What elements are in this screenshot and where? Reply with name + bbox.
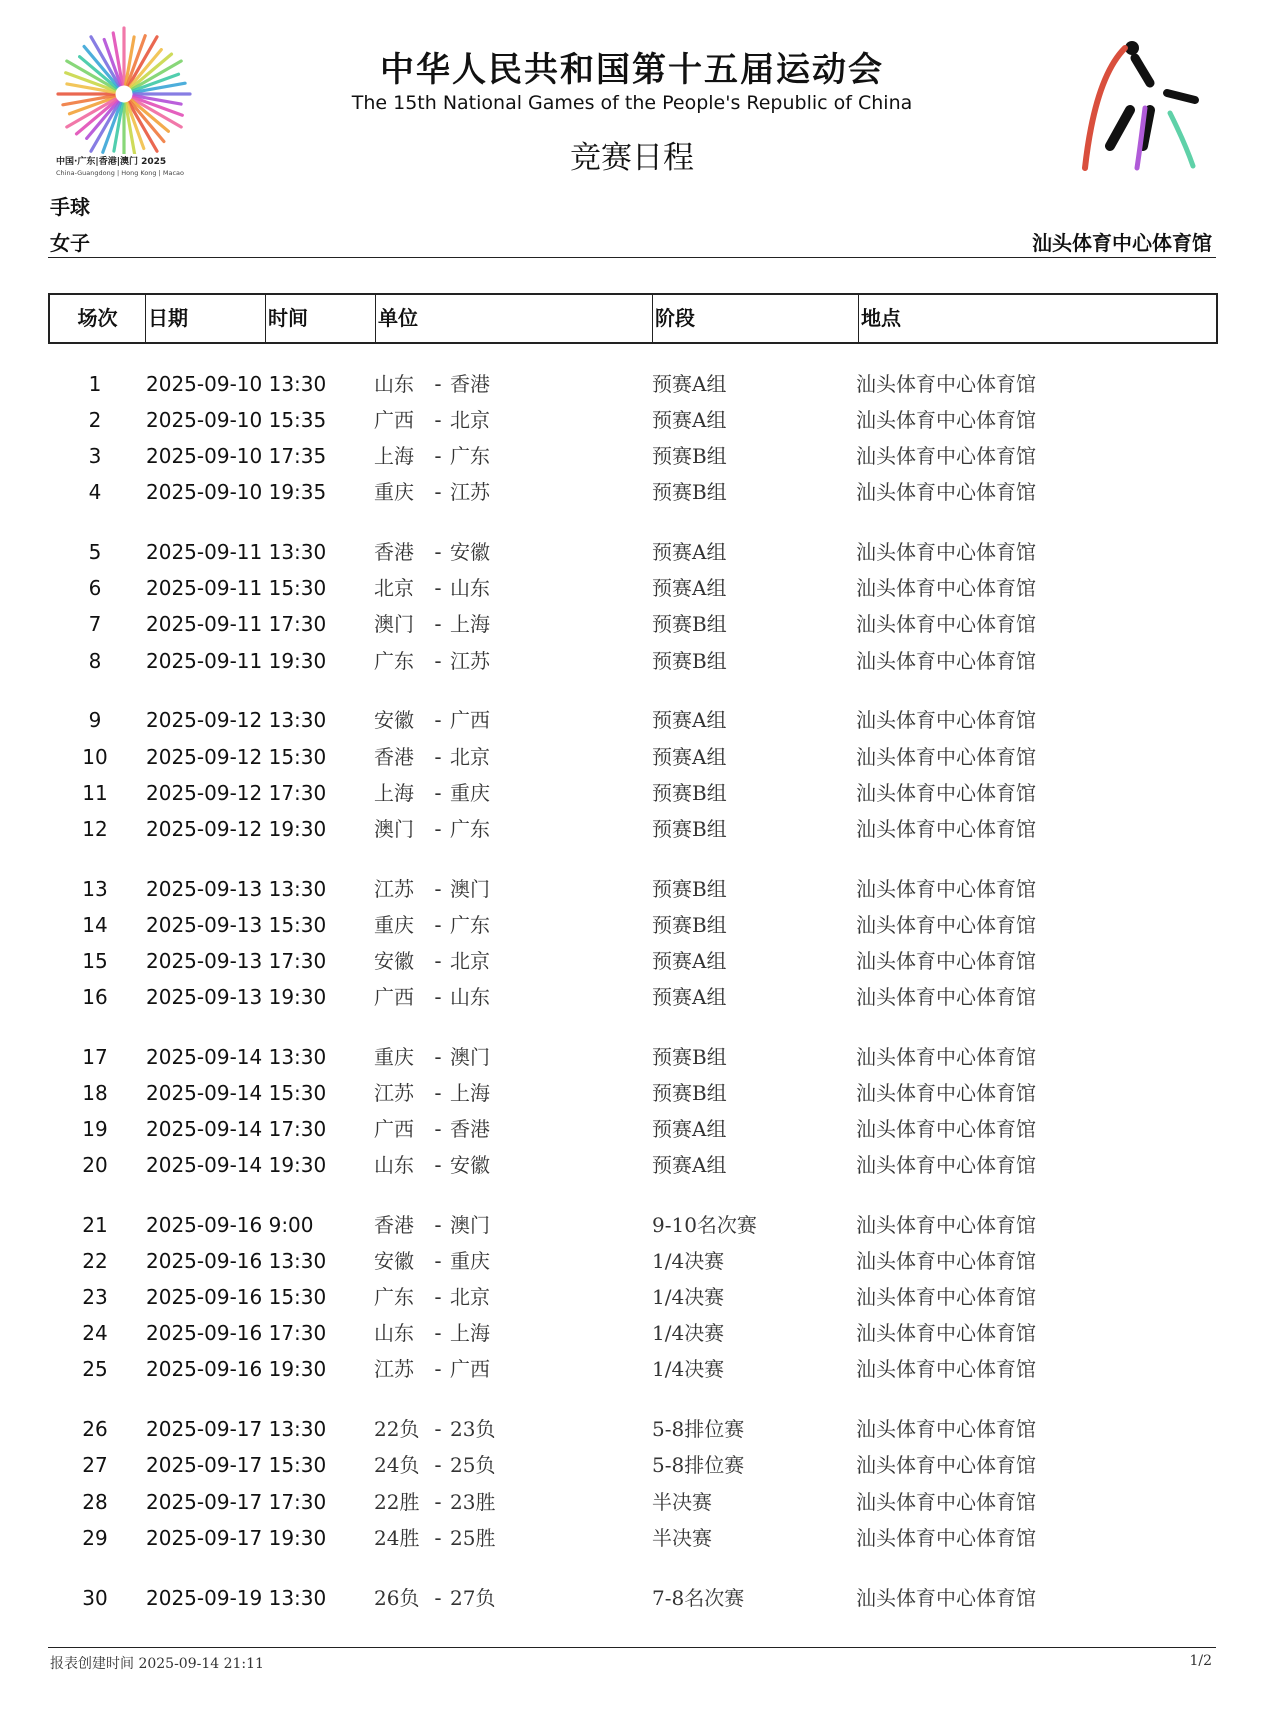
team-separator: -: [434, 1153, 442, 1178]
match-stage: 预赛B组: [652, 816, 727, 841]
team-separator: -: [434, 540, 442, 565]
match-venue: 汕头体育中心体育馆: [856, 1080, 1036, 1105]
home-team: 22负: [374, 1417, 420, 1442]
match-datetime: 2025-09-14 13:30: [146, 1044, 327, 1069]
match-number: 5: [88, 540, 102, 565]
away-team: 23负: [450, 1417, 496, 1442]
team-separator: -: [434, 480, 442, 505]
away-team: 北京: [450, 1285, 490, 1310]
match-number: 11: [82, 780, 108, 805]
match-stage: 9-10名次赛: [652, 1213, 757, 1237]
away-team: 27负: [450, 1585, 496, 1610]
home-team: 26负: [374, 1585, 420, 1610]
away-team: 香港: [450, 1117, 490, 1141]
away-team: 广西: [450, 708, 490, 733]
match-stage: 预赛A组: [652, 744, 727, 769]
match-number: 10: [82, 744, 108, 769]
match-number: 29: [82, 1525, 108, 1550]
away-team: 江苏: [450, 648, 490, 673]
team-separator: -: [434, 444, 442, 469]
match-stage: 预赛B组: [652, 876, 727, 901]
table-row: [0, 404, 1264, 436]
home-team: 山东: [374, 1321, 414, 1346]
away-team: 山东: [450, 984, 490, 1009]
away-team: 23胜: [450, 1489, 496, 1514]
match-venue: 汕头体育中心体育馆: [856, 480, 1036, 505]
table-row: [0, 1077, 1264, 1109]
home-team: 广东: [374, 1285, 414, 1310]
table-row: [0, 1449, 1264, 1481]
match-datetime: 2025-09-13 13:30: [146, 876, 327, 901]
match-venue: 汕头体育中心体育馆: [856, 372, 1036, 396]
games-title-en: The 15th National Games of the People's Republic of China: [351, 92, 913, 114]
col-header-teams: 单位: [375, 295, 652, 342]
match-datetime: 2025-09-17 13:30: [146, 1417, 327, 1442]
team-separator: -: [434, 1117, 442, 1141]
table-header: [48, 293, 1218, 344]
team-separator: -: [434, 708, 442, 733]
match-venue: 汕头体育中心体育馆: [856, 816, 1036, 841]
match-datetime: 2025-09-12 13:30: [146, 708, 327, 733]
match-venue: 汕头体育中心体育馆: [856, 576, 1036, 601]
home-team: 山东: [374, 372, 414, 396]
match-venue: 汕头体育中心体育馆: [856, 1153, 1036, 1178]
match-stage: 预赛A组: [652, 540, 727, 565]
table-row: [0, 536, 1264, 568]
match-datetime: 2025-09-17 17:30: [146, 1489, 327, 1514]
home-team: 广西: [374, 984, 414, 1009]
match-venue: 汕头体育中心体育馆: [856, 912, 1036, 937]
match-venue: 汕头体育中心体育馆: [856, 1453, 1036, 1478]
match-venue: 汕头体育中心体育馆: [856, 1285, 1036, 1310]
match-datetime: 2025-09-16 19:30: [146, 1357, 327, 1382]
away-team: 安徽: [450, 1153, 490, 1178]
match-stage: 预赛B组: [652, 1044, 727, 1069]
match-stage: 1/4决赛: [652, 1285, 725, 1310]
match-stage: 预赛A组: [652, 948, 727, 973]
match-stage: 预赛B组: [652, 912, 727, 937]
match-datetime: 2025-09-16 17:30: [146, 1321, 327, 1346]
home-team: 江苏: [374, 876, 414, 901]
match-number: 2: [88, 408, 102, 433]
away-team: 北京: [450, 744, 490, 769]
away-team: 上海: [450, 1080, 490, 1105]
table-row: [0, 368, 1264, 400]
team-separator: -: [434, 1357, 442, 1382]
match-stage: 1/4决赛: [652, 1321, 725, 1346]
away-team: 山东: [450, 576, 490, 601]
match-stage: 预赛B组: [652, 1080, 727, 1105]
table-row: [0, 1486, 1264, 1518]
match-number: 18: [82, 1080, 108, 1105]
away-team: 广东: [450, 444, 490, 469]
away-team: 广西: [450, 1357, 490, 1382]
match-stage: 预赛B组: [652, 648, 727, 673]
match-datetime: 2025-09-19 13:30: [146, 1585, 327, 1610]
away-team: 澳门: [450, 876, 490, 901]
table-row: [0, 1317, 1264, 1349]
match-number: 30: [82, 1585, 108, 1610]
table-row: [0, 981, 1264, 1013]
match-datetime: 2025-09-16 9:00: [146, 1213, 314, 1237]
match-datetime: 2025-09-14 17:30: [146, 1117, 327, 1141]
team-separator: -: [434, 1285, 442, 1310]
table-row: [0, 1353, 1264, 1385]
away-team: 上海: [450, 612, 490, 637]
match-stage: 半决赛: [652, 1489, 712, 1514]
col-header-stage: 阶段: [652, 295, 858, 342]
match-number: 15: [82, 948, 108, 973]
away-team: 北京: [450, 948, 490, 973]
col-header-date: 日期: [145, 295, 265, 342]
match-stage: 预赛A组: [652, 408, 727, 433]
home-team: 重庆: [374, 912, 414, 937]
away-team: 澳门: [450, 1044, 490, 1069]
document-title: 竞赛日程: [570, 140, 694, 176]
team-separator: -: [434, 1249, 442, 1274]
table-row: [0, 476, 1264, 508]
team-separator: -: [434, 1489, 442, 1514]
table-row: [0, 741, 1264, 773]
table-row: [0, 440, 1264, 472]
match-venue: 汕头体育中心体育馆: [856, 948, 1036, 973]
match-number: 17: [82, 1044, 108, 1069]
team-separator: -: [434, 1321, 442, 1346]
away-team: 北京: [450, 408, 490, 433]
team-separator: -: [434, 1525, 442, 1550]
table-row: [0, 1041, 1264, 1073]
team-separator: -: [434, 948, 442, 973]
match-venue: 汕头体育中心体育馆: [856, 1417, 1036, 1442]
match-number: 25: [82, 1357, 108, 1382]
match-number: 13: [82, 876, 108, 901]
table-row: [0, 1582, 1264, 1614]
table-row: [0, 572, 1264, 604]
table-row: [0, 1522, 1264, 1554]
match-stage: 预赛A组: [652, 1153, 727, 1178]
match-number: 19: [82, 1117, 108, 1141]
away-team: 澳门: [450, 1213, 490, 1237]
team-separator: -: [434, 780, 442, 805]
away-team: 安徽: [450, 540, 490, 565]
match-venue: 汕头体育中心体育馆: [856, 780, 1036, 805]
home-team: 24胜: [374, 1525, 420, 1550]
team-separator: -: [434, 816, 442, 841]
sport-name: 手球: [50, 195, 90, 219]
match-number: 4: [88, 480, 102, 505]
match-number: 1: [88, 372, 102, 396]
table-row: [0, 1149, 1264, 1181]
home-team: 广西: [374, 1117, 414, 1141]
home-team: 重庆: [374, 1044, 414, 1069]
match-datetime: 2025-09-14 15:30: [146, 1080, 327, 1105]
home-team: 香港: [374, 744, 414, 769]
match-venue: 汕头体育中心体育馆: [856, 744, 1036, 769]
match-number: 14: [82, 912, 108, 937]
match-stage: 预赛A组: [652, 576, 727, 601]
match-datetime: 2025-09-12 17:30: [146, 780, 327, 805]
match-datetime: 2025-09-13 17:30: [146, 948, 327, 973]
home-team: 江苏: [374, 1080, 414, 1105]
match-stage: 预赛A组: [652, 372, 727, 396]
team-separator: -: [434, 744, 442, 769]
match-stage: 半决赛: [652, 1525, 712, 1550]
match-number: 16: [82, 984, 108, 1009]
home-team: 香港: [374, 1213, 414, 1237]
home-team: 上海: [374, 444, 414, 469]
col-header-no: 场次: [77, 306, 118, 330]
match-venue: 汕头体育中心体育馆: [856, 1117, 1036, 1141]
match-venue: 汕头体育中心体育馆: [856, 1525, 1036, 1550]
match-venue: 汕头体育中心体育馆: [856, 444, 1036, 469]
home-team: 安徽: [374, 948, 414, 973]
home-team: 22胜: [374, 1489, 420, 1514]
handball-pictogram-icon: [1075, 38, 1205, 173]
match-datetime: 2025-09-11 13:30: [146, 540, 327, 565]
home-team: 上海: [374, 780, 414, 805]
match-venue: 汕头体育中心体育馆: [856, 1357, 1036, 1382]
match-stage: 1/4决赛: [652, 1249, 725, 1274]
match-number: 12: [82, 816, 108, 841]
venue-name: 汕头体育中心体育馆: [1032, 231, 1212, 255]
team-separator: -: [434, 1044, 442, 1069]
match-number: 3: [88, 444, 102, 469]
match-venue: 汕头体育中心体育馆: [856, 408, 1036, 433]
match-datetime: 2025-09-12 15:30: [146, 744, 327, 769]
match-stage: 预赛B组: [652, 444, 727, 469]
match-datetime: 2025-09-10 17:35: [146, 444, 327, 469]
away-team: 25胜: [450, 1525, 496, 1550]
home-team: 安徽: [374, 708, 414, 733]
match-venue: 汕头体育中心体育馆: [856, 708, 1036, 733]
match-stage: 预赛A组: [652, 1117, 727, 1141]
home-team: 山东: [374, 1153, 414, 1178]
home-team: 香港: [374, 540, 414, 565]
table-row: [0, 945, 1264, 977]
table-row: [0, 777, 1264, 809]
match-datetime: 2025-09-12 19:30: [146, 816, 327, 841]
match-stage: 预赛B组: [652, 780, 727, 805]
team-separator: -: [434, 984, 442, 1009]
table-row: [0, 704, 1264, 736]
match-datetime: 2025-09-13 15:30: [146, 912, 327, 937]
match-stage: 预赛B组: [652, 612, 727, 637]
team-separator: -: [434, 1453, 442, 1478]
emblem-caption-cn: 中国·广东|香港|澳门 2025: [56, 157, 167, 167]
match-number: 21: [82, 1213, 108, 1237]
home-team: 澳门: [374, 816, 414, 841]
match-venue: 汕头体育中心体育馆: [856, 1321, 1036, 1346]
match-datetime: 2025-09-17 19:30: [146, 1525, 327, 1550]
match-venue: 汕头体育中心体育馆: [856, 1489, 1036, 1514]
match-number: 9: [88, 708, 102, 733]
away-team: 重庆: [450, 780, 490, 805]
table-row: [0, 1209, 1264, 1241]
table-row: [0, 1281, 1264, 1313]
team-separator: -: [434, 576, 442, 601]
match-datetime: 2025-09-17 15:30: [146, 1453, 327, 1478]
team-separator: -: [434, 1417, 442, 1442]
match-venue: 汕头体育中心体育馆: [856, 612, 1036, 637]
home-team: 北京: [374, 576, 414, 601]
match-stage: 5-8排位赛: [652, 1453, 745, 1478]
away-team: 江苏: [450, 480, 490, 505]
home-team: 重庆: [374, 480, 414, 505]
match-venue: 汕头体育中心体育馆: [856, 540, 1036, 565]
table-row: [0, 1245, 1264, 1277]
col-header-time: 时间: [265, 295, 375, 342]
away-team: 香港: [450, 372, 490, 396]
table-row: [0, 1413, 1264, 1445]
match-number: 24: [82, 1321, 108, 1346]
table-row: [0, 909, 1264, 941]
match-datetime: 2025-09-16 13:30: [146, 1249, 327, 1274]
match-number: 8: [88, 648, 102, 673]
emblem-caption-en: China-Guangdong | Hong Kong | Macao: [56, 169, 184, 177]
table-row: [0, 608, 1264, 640]
home-team: 24负: [374, 1453, 420, 1478]
match-venue: 汕头体育中心体育馆: [856, 984, 1036, 1009]
team-separator: -: [434, 1585, 442, 1610]
team-separator: -: [434, 408, 442, 433]
team-separator: -: [434, 912, 442, 937]
page-number: 1/2: [1189, 1653, 1212, 1669]
team-separator: -: [434, 372, 442, 396]
match-datetime: 2025-09-10 15:35: [146, 408, 327, 433]
home-team: 澳门: [374, 612, 414, 637]
report-created-time: 报表创建时间 2025-09-14 21:11: [50, 1656, 264, 1672]
match-number: 20: [82, 1153, 108, 1178]
table-row: [0, 645, 1264, 677]
match-venue: 汕头体育中心体育馆: [856, 1044, 1036, 1069]
home-team: 江苏: [374, 1357, 414, 1382]
match-stage: 预赛A组: [652, 984, 727, 1009]
home-team: 广东: [374, 648, 414, 673]
away-team: 上海: [450, 1321, 490, 1346]
away-team: 重庆: [450, 1249, 490, 1274]
table-row: [0, 813, 1264, 845]
match-datetime: 2025-09-11 15:30: [146, 576, 327, 601]
match-number: 6: [88, 576, 102, 601]
match-stage: 1/4决赛: [652, 1357, 725, 1382]
match-number: 22: [82, 1249, 108, 1274]
match-venue: 汕头体育中心体育馆: [856, 1585, 1036, 1610]
match-stage: 5-8排位赛: [652, 1417, 745, 1442]
col-header-venue: 地点: [858, 295, 1214, 342]
match-number: 7: [88, 612, 102, 637]
away-team: 25负: [450, 1453, 496, 1478]
team-separator: -: [434, 648, 442, 673]
match-number: 23: [82, 1285, 108, 1310]
away-team: 广东: [450, 816, 490, 841]
match-number: 28: [82, 1489, 108, 1514]
gender-category: 女子: [50, 231, 90, 255]
match-number: 26: [82, 1417, 108, 1442]
match-datetime: 2025-09-13 19:30: [146, 984, 327, 1009]
match-venue: 汕头体育中心体育馆: [856, 648, 1036, 673]
match-datetime: 2025-09-14 19:30: [146, 1153, 327, 1178]
match-stage: 预赛A组: [652, 708, 727, 733]
match-number: 27: [82, 1453, 108, 1478]
home-team: 安徽: [374, 1249, 414, 1274]
match-stage: 7-8名次赛: [652, 1585, 745, 1610]
table-row: [0, 873, 1264, 905]
games-title-cn: 中华人民共和国第十五届运动会: [380, 50, 884, 90]
match-venue: 汕头体育中心体育馆: [856, 1249, 1036, 1274]
header-divider: [48, 257, 1216, 258]
away-team: 广东: [450, 912, 490, 937]
team-separator: -: [434, 876, 442, 901]
team-separator: -: [434, 1080, 442, 1105]
match-stage: 预赛B组: [652, 480, 727, 505]
match-datetime: 2025-09-10 19:35: [146, 480, 327, 505]
match-datetime: 2025-09-11 17:30: [146, 612, 327, 637]
team-separator: -: [434, 612, 442, 637]
footer-divider: [48, 1647, 1216, 1648]
table-row: [0, 1113, 1264, 1145]
match-venue: 汕头体育中心体育馆: [856, 1213, 1036, 1237]
home-team: 广西: [374, 408, 414, 433]
match-datetime: 2025-09-11 19:30: [146, 648, 327, 673]
team-separator: -: [434, 1213, 442, 1237]
match-datetime: 2025-09-10 13:30: [146, 372, 327, 396]
match-venue: 汕头体育中心体育馆: [856, 876, 1036, 901]
match-datetime: 2025-09-16 15:30: [146, 1285, 327, 1310]
